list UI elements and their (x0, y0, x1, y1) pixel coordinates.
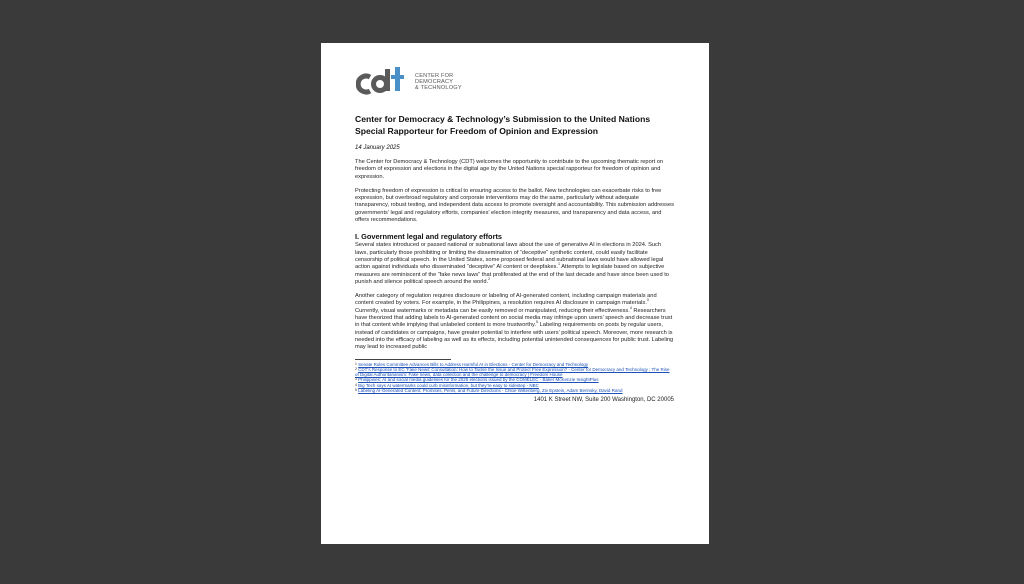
footnote-ref[interactable]: 3 (646, 298, 649, 303)
footnote-link[interactable]: Labeling AI-Generated Content: Promises, Perils, and Future Directions - Chloe Wittenberg, Ziv Epstein, Adam Berinsky, David Rand (358, 388, 623, 394)
footnote-number: 1 (355, 361, 357, 366)
cdt-logo-mark-icon (356, 63, 412, 101)
document-page (321, 43, 709, 544)
footnote-link[interactable]: Big Tech says AI watermarks could curb misinformation, but they’re easy to sidestep - NBC (358, 382, 539, 388)
footnote (355, 388, 674, 393)
footnote-ref[interactable]: 1 (557, 262, 560, 267)
text-run: Currently, visual watermarks or metadata can be easily removed or manipulated, reducing their effectiveness. (355, 307, 630, 314)
text-run: Another category of regulation requires disclosure or labeling of AI-generated content, including campaign materials and content created by voters. For example, in the Philippines, a resolution requires AI disclosure in campaign materials. (355, 293, 657, 307)
footnote-ref[interactable]: 4 (629, 305, 632, 310)
footnote-number: 3 (355, 377, 357, 382)
footnote-link[interactable]: Senate Rules Committee Advances Bills to Address Harmful AI in Elections - Center for Democracy and Technology (358, 361, 589, 367)
footnote-link[interactable]: Philippines: AI and social media guidelines for the 2025 elections issued by the COMELEC - Baker McKenzie InsightPlus (358, 377, 599, 383)
footnote-ref[interactable]: 2 (488, 276, 491, 281)
footer-address: 1401 K Street NW, Suite 200 Washington, DC 20005 (533, 397, 674, 404)
section-heading: I. Government legal and regulatory efforts (355, 232, 503, 242)
footnote-link[interactable]: CDT’s Response to EC ‘Fake News’ Consultation: How to Tackle the Issue and Protect Free Expression? - Center for Democracy and Technology ; The Rise of Digital Authoritarianism: Fake news, data collection and the challenge to democracy | Freedom House (355, 366, 670, 378)
document-date: 14 January 2025 (355, 145, 400, 151)
footnote-number: 4 (355, 382, 357, 387)
text-run: Labeling requirements on posts by regular users, instead of candidates or campaigns, have greater potential to interfere with users’ political speech. Moreover, more research is needed into the efficacy of labeling as well as its effects, including potential unintended consequences for public trust. Labeling may lead to increased public (355, 322, 674, 351)
logo-wordmark (415, 73, 462, 91)
section-paragraph-1 (355, 242, 674, 286)
footnote-number: 2 (355, 366, 357, 371)
footnote-ref[interactable]: 5 (536, 320, 539, 325)
logo-line: DEMOCRACY (415, 79, 454, 85)
footnotes (355, 362, 674, 394)
text-run: Several states introduced or passed national or subnational laws about the use of generative AI in elections in 2024. Such laws, particularly those prohibiting or limiting the dissemination of “deceptive” synthetic content, could easily facilitate censorship of political speech. In the United States, some proposed federal and subnational laws would have allowed legal action against individuals who disseminated “deceptive” AI content or deepfakes. (355, 242, 664, 271)
section-paragraph-2 (355, 293, 674, 351)
text-run: Attempts to legislate based on subjective measures are reminiscent of the “fake news laws” that proliferated at the end of the last decade and have since been used to punish and silence political speech around the world. (355, 264, 669, 285)
document-title: Center for Democracy & Technology’s Submission to the United Nations Special Rapporteur for Freedom of Opinion and Expression (355, 114, 651, 136)
footnote-divider (355, 359, 451, 360)
footnote (355, 367, 674, 378)
logo-line: & TECHNOLOGY (415, 85, 462, 91)
logo-line: CENTER FOR (415, 73, 454, 79)
protecting-paragraph: Protecting freedom of expression is critical to ensuring access to the ballot. New technologies can exacerbate risks to free expression, but overbroad regulatory and corporate interventions may do the same, particularly without adequate transparency, robust testing, and independent data access to promote oversight and accountability. This submission addresses governments’ legal and regulatory efforts, companies’ election integrity measures, and transparency and data access, and offers recommendations. (355, 187, 674, 224)
intro-paragraph: The Center for Democracy & Technology (CDT) welcomes the opportunity to contribute to the upcoming thematic report on freedom of expression and elections in the digital age by the United Nations special rapporteur for freedom of opinion and expression. (355, 159, 664, 180)
footnote-number: 5 (355, 388, 357, 393)
text-run: Researchers have theorized that adding labels to AI-generated content on social media may infringe upon users’ speech and decrease trust in that content while implying that unlabeled content is more trustworthy. (355, 307, 673, 329)
cdt-logo (356, 63, 674, 101)
